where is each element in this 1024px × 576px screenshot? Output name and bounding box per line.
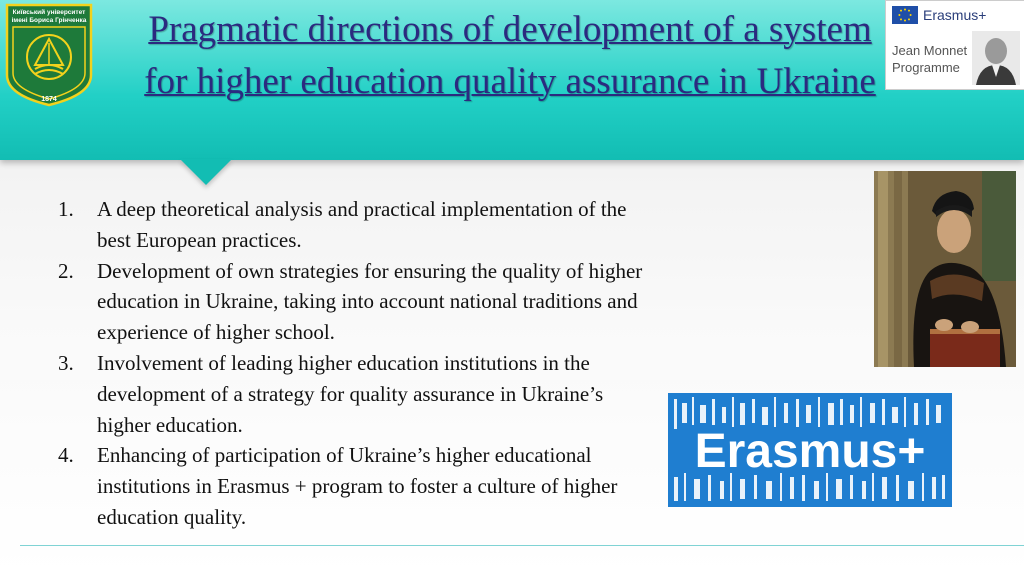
list-item-text: Enhancing of participation of Ukraine’s higher educational institutions in Erasmus + program to foster a culture of higher education quality. [97, 443, 618, 529]
jean-monnet-label-line2: Programme [892, 60, 960, 75]
list-item [58, 348, 658, 440]
list-item-number: 1. [58, 197, 74, 221]
eu-flag-icon [892, 6, 918, 24]
slide-title: Pragmatic directions of development of a system for higher education quality assurance in Ukraine [144, 9, 876, 102]
university-logo-year: 1874 [41, 96, 57, 103]
jean-monnet-label-line1: Jean Monnet [892, 43, 968, 58]
erasmus-banner-text: Erasmus+ [694, 425, 926, 478]
list-item [58, 256, 658, 348]
jean-monnet-logo [885, 0, 1024, 90]
jean-monnet-erasmus-label: Erasmus+ [923, 7, 987, 23]
university-logo [5, 3, 93, 107]
list-item-text: Involvement of leading higher education institutions in the development of a strategy for quality assurance in Ukraine’s higher education. [97, 350, 604, 437]
list-item-number: 4. [58, 443, 74, 468]
list-item-number: 3. [58, 350, 74, 375]
list-item [58, 440, 658, 532]
university-logo-caption: Київський університет імені Бориса Грінченка [11, 9, 87, 24]
list-item-text: A deep theoretical analysis and practical implementation of the best European practices. [97, 197, 627, 252]
footer-divider [20, 545, 1024, 546]
header-pointer [180, 159, 232, 185]
list-item-text: Development of own strategies for ensuring the quality of higher education in Ukraine, taking into account national traditions and experience of higher school. [97, 258, 643, 345]
erasmus-plus-banner [668, 393, 952, 507]
list-item [58, 194, 658, 256]
list-item-number: 2. [58, 258, 74, 283]
directions-list [58, 194, 658, 533]
erasmus-portrait-image [874, 171, 1016, 367]
jean-monnet-portrait-icon [972, 31, 1020, 85]
